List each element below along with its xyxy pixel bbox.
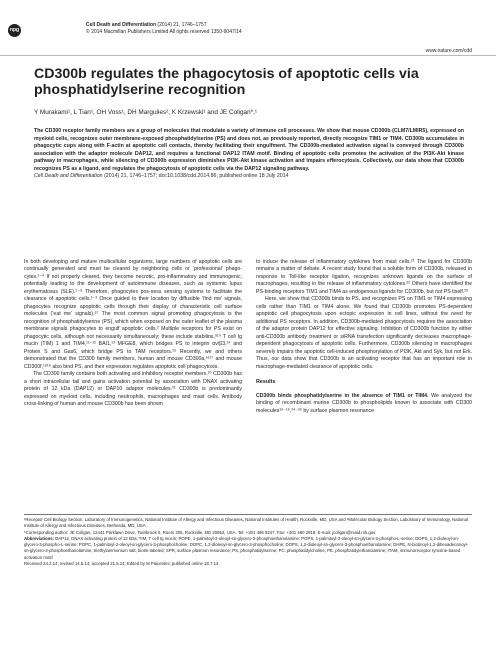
received-footnote: Received 24.2.14; revised 14.5.14; accepted 21.5.14; Edited by M Piacentini; published online 18.7.14 [24, 561, 219, 567]
subsection-heading: CD300b binds phosphatidylserine in the absence of TIM1 or TIM4. [256, 392, 429, 399]
footnote-divider [24, 514, 472, 515]
body-paragraph [256, 393, 472, 415]
affiliations-footnote: ¹Receptor Cell Biology Section, Laboratory of Immunogenetics, National Institute of Allergy and Infectious Diseases, National Institutes of Health, Rockville, MD, USA and ²Molecular Biology Section, Laboratory of Immunology, National Institute of Allergy and Infectious Diseases, Bethesda, MD, USA [24, 517, 468, 529]
body-paragraph: In both developing and mature multicellular organisms, large numbers of apoptotic cells are continually generated and must be cleared by neighboring cells or ‘professional’ phago-cytes.¹⁻⁴ If not properly cleared, they become necrotic, pro-inflammatory and immunogenic, potentially leading to the development of autoimmune diseases, such as systemic lupus erythematosus (SLE).⁵⁻⁸ Therefore, phagocytes pos-sess sensing systems to facilitate the clearance of apoptotic cells.¹⁻³ Once guided to their location by diffusible ‘find me’ signals, phagocytes recognize apoptotic cells through their display of characteristic cell surface molecules (‘eat me’ signals).⁶⁷ The most common signal promoting phagocytosis is the recognition of phosphatidylserine (PS), which when exposed on the outer leaflet of the plasma membrane signals phagocytes to engulf apoptotic cells.² Multiple receptors for PS exist on phagocytic cells, although not necessarily simultaneously; these include stabilins,⁹¹⁰ T cell Ig mucin (TIM) 1 and TIM4,¹¹⁻¹² BAI1,¹³ MFGE8, which bridges PS to integrin αv/β3,¹⁴ and Protein S and Gas6, which bridge PS to TAM receptors.¹⁵ Recently, we and others demonstrated that the CD300 family members, human and mouse CD300a,¹⁶¹⁷ and mouse CD300f,¹⁸¹⁹ also bind PS, and their expression regulates apoptotic cell phagocytosis. [24, 259, 242, 370]
author-list: Y Murakami¹, L Tian¹, OH Voss¹, DH Margulies², K Krzewski¹ and JE Coligan*,¹ [34, 109, 258, 116]
footnotes [24, 517, 472, 567]
body-paragraph: The CD300 family contains both activating and inhibitory receptor members.²⁰ CD300b has a short intracellular tail and gains activation potential by association with DNAX activating protein of 12 kDa (DAP12) or DAP10 adaptor molecules.²¹ CD300b is predominantly expressed on myeloid cells, including neutrophils, macrophages and mast cells. Antibody cross-linking of human and mouse CD300b has been shown [24, 371, 242, 408]
section-heading-results: Results [256, 379, 276, 386]
body-column-right [256, 259, 472, 415]
journal-issue: (2014) 21, 1746–1757 [157, 22, 207, 28]
abstract-block [34, 128, 464, 242]
abbreviations-footnote [24, 536, 472, 561]
publisher-logo: npg [8, 24, 21, 37]
article-title: CD300b regulates the phagocytosis of apoptotic cells via phosphatidylserine recognition [34, 66, 419, 98]
abbreviations-text: DAP12, DNAX activating protein of 12 kDa; TIM, T cell Ig mucin; POPE, 1-palmitoyl-2-oleoyl-sn-glycero-3-phosphoethanolamine; POPS, 1-palmitoyl-2-oleoyl-sn-glycero-3-phospho-L-serine; DOPS, 1,2-dioleoyl-sn-glycero-3-phospho-L-serine; POPC, 1-palmitoyl-2-oleoyl-sn-glycero-3-phosphocholine; DOPC, 1,2-dioleoyl-sn-glycero-3-phosphocholine; DOPS, 1,2-dioleoyl-sn-glycero-3-phosphoethanolamine; DHPE, N-biotinoyl-1,2-dihexadecanoyl-sn-glycero-3-phosphoethanolamine, triethylammonium salt, biotin-labeled; SPR, surface plasmon resonance; PS, phosphatidylserine; PC, phosphatidylcholine; PE, phosphatidylethanolamine; ITAM, immunoreceptor tyrosine-based activation motif [24, 535, 468, 560]
abstract-text: The CD300 receptor family members are a group of molecules that modulate a variety of immune cell processes. We show that mouse CD300b (CLM7/LMIR5), expressed on myeloid cells, recognizes outer membrane-exposed phosphatidylserine (PS) and does not, as previously reported, directly recognize TIM1 or TIM4. CD300b accumulates in phagocytic cups along with F-actin at apoptotic cell contacts, thereby facilitating their engulfment. The CD300b-mediated activation signal is conveyed through CD300b association with the adaptor molecule DAP12, and requires a functional DAP12 ITAM motif. Binding of apoptotic cells promotes the activation of the PI3K-Akt kinase pathway in macrophages, while silencing of CD300b expression diminishes PI3K-Akt kinase activation and impairs efferocytosis. Collectively, our data show that CD300b recognizes PS as a ligand, and regulates the phagocytosis of apoptotic cells via the DAP12 signaling pathway. [34, 128, 464, 172]
copyright-line: © 2014 Macmillan Publishers Limited All rights reserved 1350-9047/14 [86, 29, 242, 35]
journal-name: Cell Death and Differentiation [86, 22, 157, 28]
body-paragraph-text: We analyzed the binding of recombinant murine CD300b to phospholipids known to associate with CD300 molecules¹⁶⁻¹⁹,²⁴⁻²⁶ by surface plasmon resonance [256, 392, 472, 414]
citation-details: (2014) 21, 1746–1757; doi:10.1038/cdd.2014.86; published online 18 July 2014 [104, 173, 289, 180]
correspondence-footnote: *Corresponding author: JE Coligan, 12441 Parklawn Drive, Twinbrook II, Room 205, Rockville, MD 20852, USA. Tel: +301 496 8247; Fax: +301 480 2818; E-mail: jcoligan@niaid.nih.gov [24, 529, 376, 535]
body-paragraph: Here, we show that CD300b binds to PS, and recognizes PS on TIM1 or TIM4 expressing cells rather than TIM1 or TIM4 alone. We found that CD300b promotes PS-dependent apoptotic cell phagocytosis upon ectopic expression in cell lines, without the need for additional PS receptors. In addition, CD300b-mediated phagocytosis requires the association of the adaptor protein DAP12 for effective signaling. Inhibition of CD300b function by either anti-CD300b antibody treatment or siRNA transfection significantly decreases macrophage-dependent phagocytosis of apoptotic cells. Furthermore, CD300b silencing in macrophages severely impairs the apoptotic cell-induced phosphorylation of PI3K, Akt and Syk, but not Erk. Thus, our data show that CD300b is an activating receptor that has an important role in macrophage-mediated clearance of apoptotic cells. [256, 296, 472, 370]
body-paragraph: to induce the release of inflammatory cytokines from mast cells.²¹ The ligand for CD300b remains a matter of debate. A recent study found that a soluble form of CD300b, released in response to Toll-like receptor ligation, recognizes unknown ligands on the surface of macrophages, resulting in the release of inflammatory cytokines.²² Others have identified the PS-binding receptors TIM1 and TIM4 as endogenous ligands for CD300b, but not PS itself.²³ [256, 259, 472, 295]
journal-url[interactable]: www.nature.com/cdd [425, 48, 472, 54]
citation-line [34, 173, 464, 181]
body-column-left [24, 259, 242, 409]
header-divider [0, 55, 496, 56]
citation-journal: Cell Death and Differentiation [34, 173, 103, 180]
journal-header [86, 22, 242, 36]
abbreviations-label: Abbreviations: [24, 535, 55, 541]
